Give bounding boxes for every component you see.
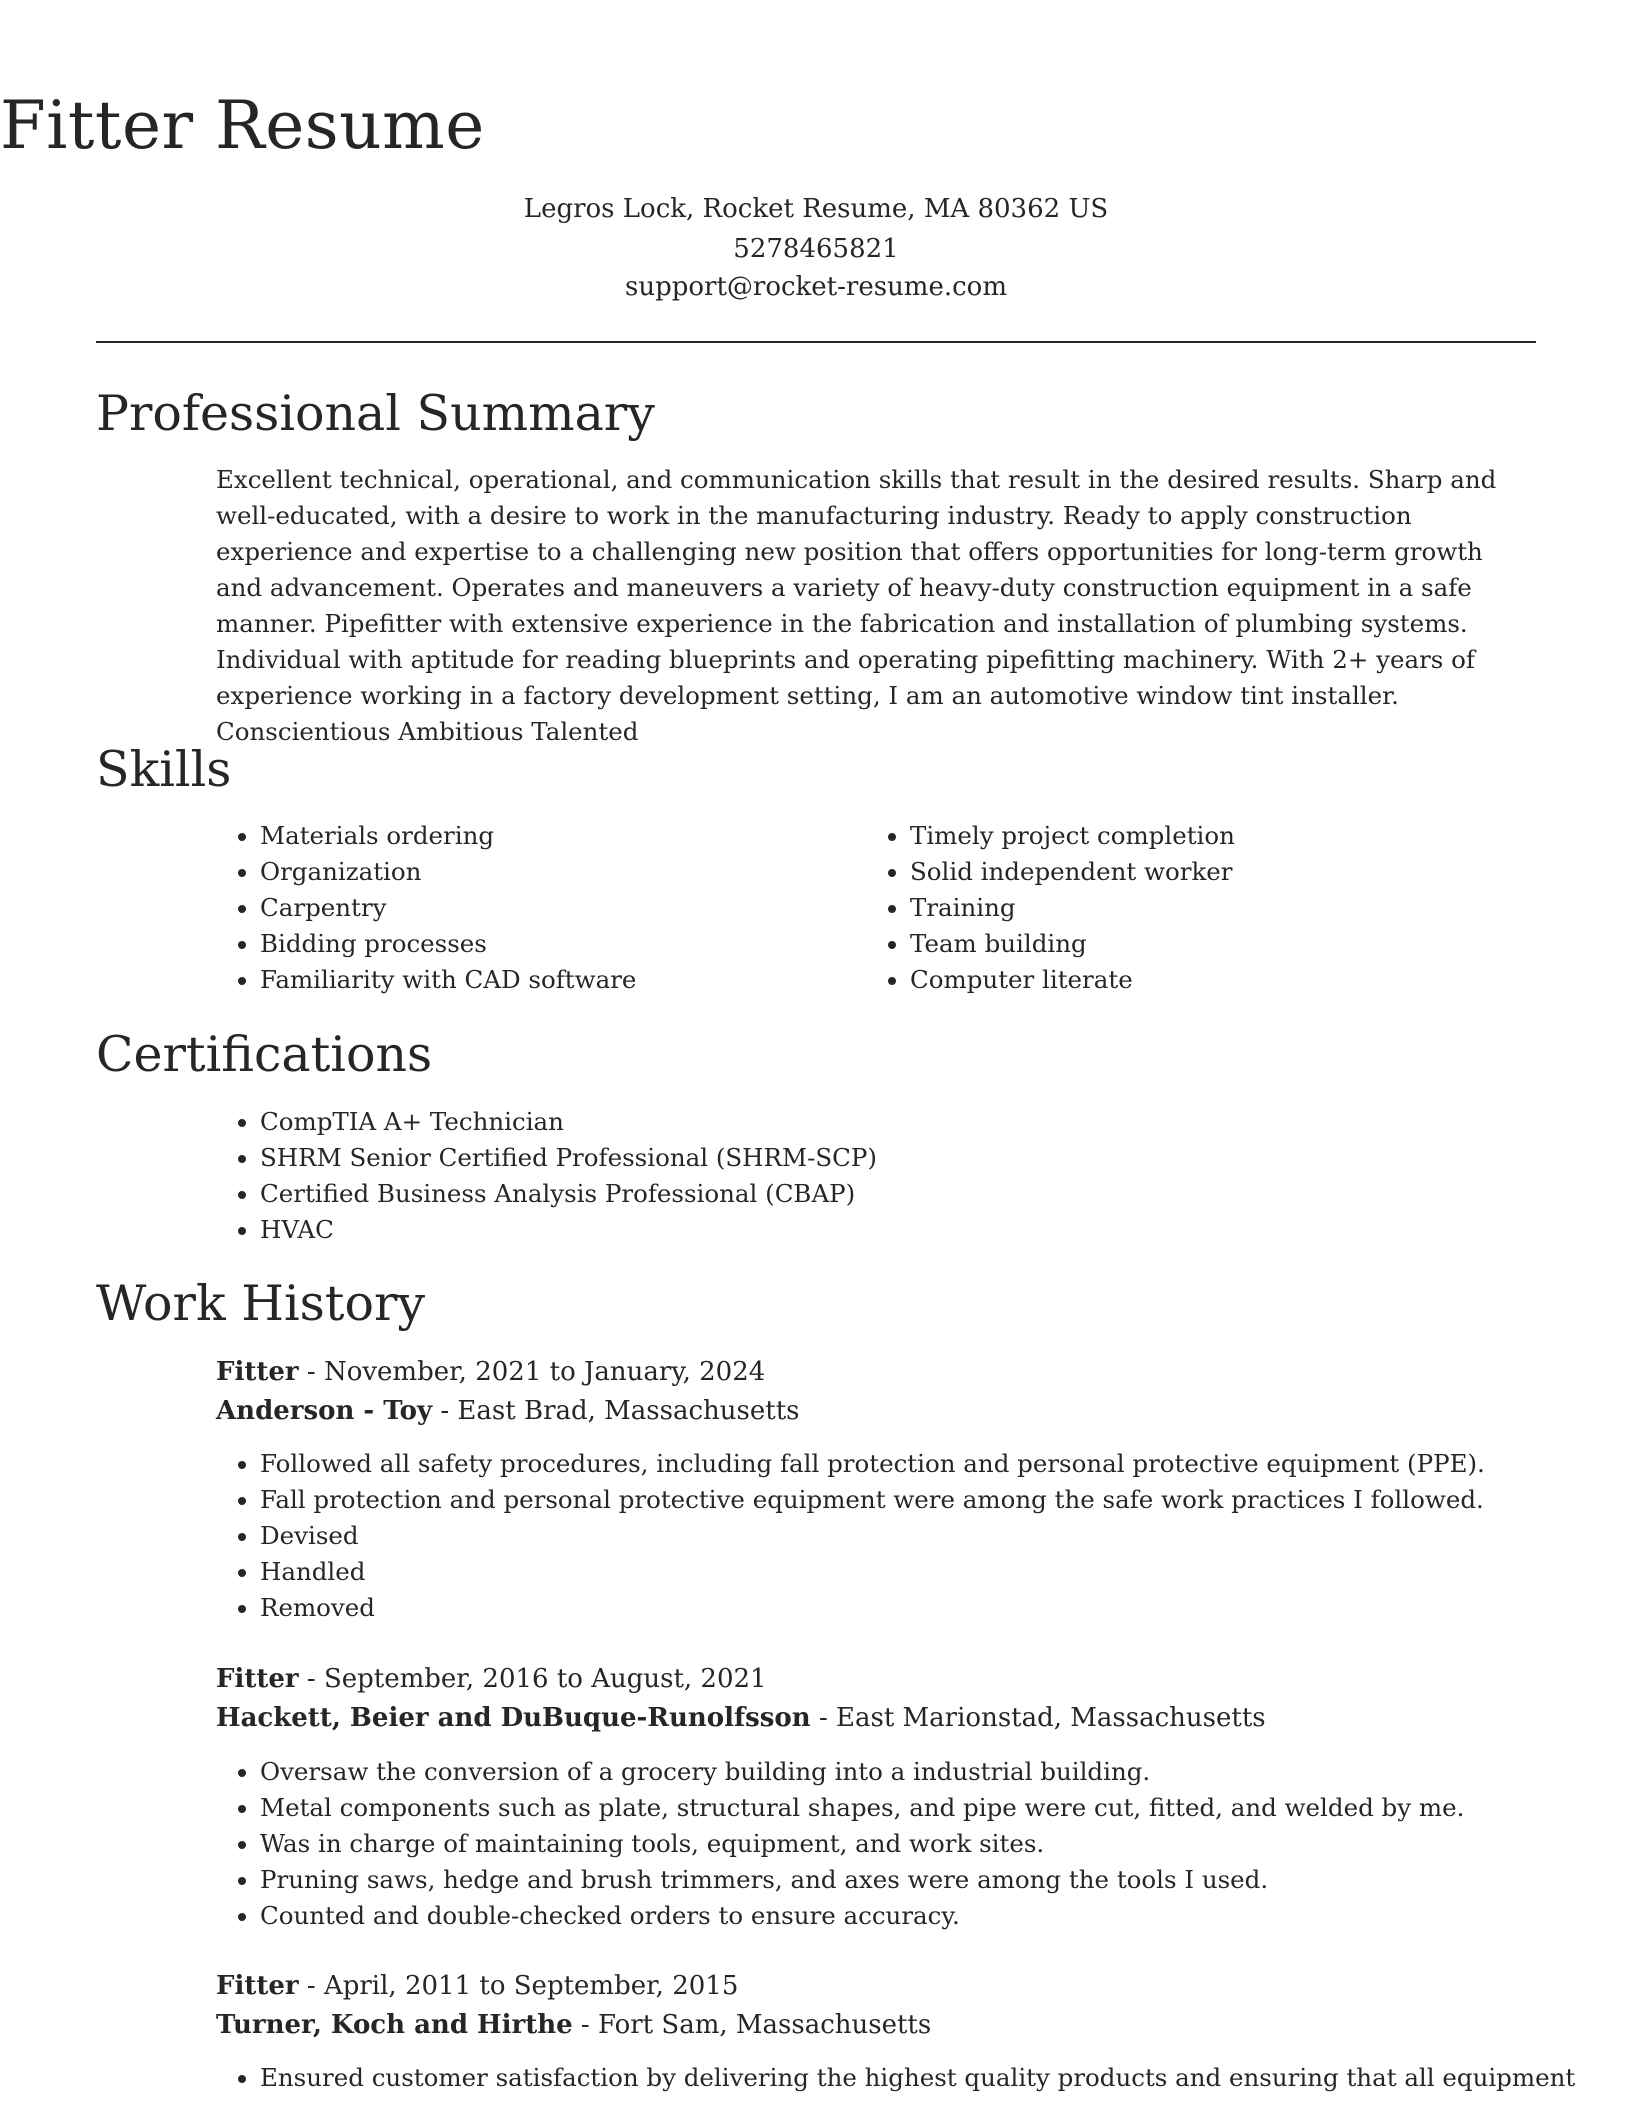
separator: - [298, 1971, 324, 2001]
job-title-line [216, 1968, 738, 2004]
separator: - [298, 1664, 324, 1694]
list-item: • SHRM Senior Certified Professional (SHRM-SCP) [260, 1140, 1560, 1176]
job-bullets [216, 2060, 1580, 2096]
job-dates: April, 2011 to September, 2015 [323, 1971, 739, 2001]
job-dates: November, 2021 to January, 2024 [323, 1357, 766, 1387]
job-company: Turner, Koch and Hirthe [216, 2010, 573, 2040]
job-bullets [216, 1754, 1580, 1934]
list-item: • Solid independent worker [910, 854, 1510, 890]
separator: - [810, 1703, 837, 1733]
header-divider [96, 341, 1536, 343]
certifications-heading: Certifications [96, 1026, 433, 1083]
summary-heading: Professional Summary [96, 385, 655, 442]
list-item: • HVAC [260, 1212, 1560, 1248]
job-title: Fitter [216, 1357, 299, 1387]
work-history-heading: Work History [96, 1275, 426, 1332]
job-company-line [216, 1700, 1266, 1736]
list-item: • Fall protection and personal protective equipment were among the safe work practices I followed. [260, 1482, 1580, 1518]
skills-list-left [216, 818, 820, 998]
list-item: • Ensured customer satisfaction by delivering the highest quality products and ensuring that all equipment [260, 2060, 1580, 2096]
job-title: Fitter [216, 1664, 299, 1694]
job-dates: September, 2016 to August, 2021 [323, 1664, 767, 1694]
list-item: • Oversaw the conversion of a grocery building into a industrial building. [260, 1754, 1580, 1790]
job-location: East Brad, Massachusetts [457, 1396, 800, 1426]
summary-text: Excellent technical, operational, and communication skills that result in the desired results. Sharp and well-educated, with a desire to work in the manufacturing industry. Ready to apply construction experience and expertise to a challenging new position that offers opportunities for long-term growth and advancement. Operates and maneuvers a variety of heavy-duty construction equipment in a safe manner. Pipefitter with extensive experience in the fabrication and installation of plumbing systems. Individual with aptitude for reading blueprints and operating pipefitting machinery. With 2+ years of experience working in a factory development setting, I am an automotive window tint installer. Conscientious Ambitious Talented [216, 465, 1497, 746]
list-item: • Devised [260, 1518, 1580, 1554]
separator: - [572, 2010, 598, 2040]
job-location: Fort Sam, Massachusetts [597, 2010, 932, 2040]
list-item: • Bidding processes [260, 926, 820, 962]
list-item: • Timely project completion [910, 818, 1510, 854]
separator: - [432, 1396, 458, 1426]
separator: - [298, 1357, 324, 1387]
list-item: • Carpentry [260, 890, 820, 926]
job-title-line [216, 1354, 765, 1390]
list-item: • Followed all safety procedures, including fall protection and personal protective equipment (PPE). [260, 1446, 1580, 1482]
skills-heading: Skills [96, 741, 232, 798]
list-item: • Materials ordering [260, 818, 820, 854]
certifications-list [216, 1104, 1560, 1248]
list-item: • Training [910, 890, 1510, 926]
job-location: East Marionstad, Massachusetts [836, 1703, 1266, 1733]
contact-phone: 5278465821 [733, 234, 899, 264]
list-item: • Organization [260, 854, 820, 890]
list-item: • Metal components such as plate, structural shapes, and pipe were cut, fitted, and welded by me. [260, 1790, 1580, 1826]
contact-email: support@rocket-resume.com [624, 272, 1007, 302]
list-item: • Removed [260, 1590, 1580, 1626]
resume-title: Fitter Resume [0, 87, 485, 164]
list-item: • Was in charge of maintaining tools, equipment, and work sites. [260, 1826, 1580, 1862]
job-title-line [216, 1661, 767, 1697]
list-item: • Handled [260, 1554, 1580, 1590]
job-company: Hackett, Beier and DuBuque-Runolfsson [216, 1703, 811, 1733]
list-item: • Familiarity with CAD software [260, 962, 820, 998]
list-item: • Computer literate [910, 962, 1510, 998]
job-bullets [216, 1446, 1580, 1626]
list-item: • Certified Business Analysis Professional (CBAP) [260, 1176, 1560, 1212]
contact-address: Legros Lock, Rocket Resume, MA 80362 US [523, 194, 1109, 224]
job-company-line [216, 1393, 800, 1429]
job-company: Anderson - Toy [216, 1396, 433, 1426]
list-item: • Counted and double-checked orders to ensure accuracy. [260, 1898, 1580, 1934]
list-item: • Team building [910, 926, 1510, 962]
list-item: • CompTIA A+ Technician [260, 1104, 1560, 1140]
list-item: • Pruning saws, hedge and brush trimmers, and axes were among the tools I used. [260, 1862, 1580, 1898]
job-company-line [216, 2007, 931, 2043]
skills-list-right [866, 818, 1510, 998]
job-title: Fitter [216, 1971, 299, 2001]
